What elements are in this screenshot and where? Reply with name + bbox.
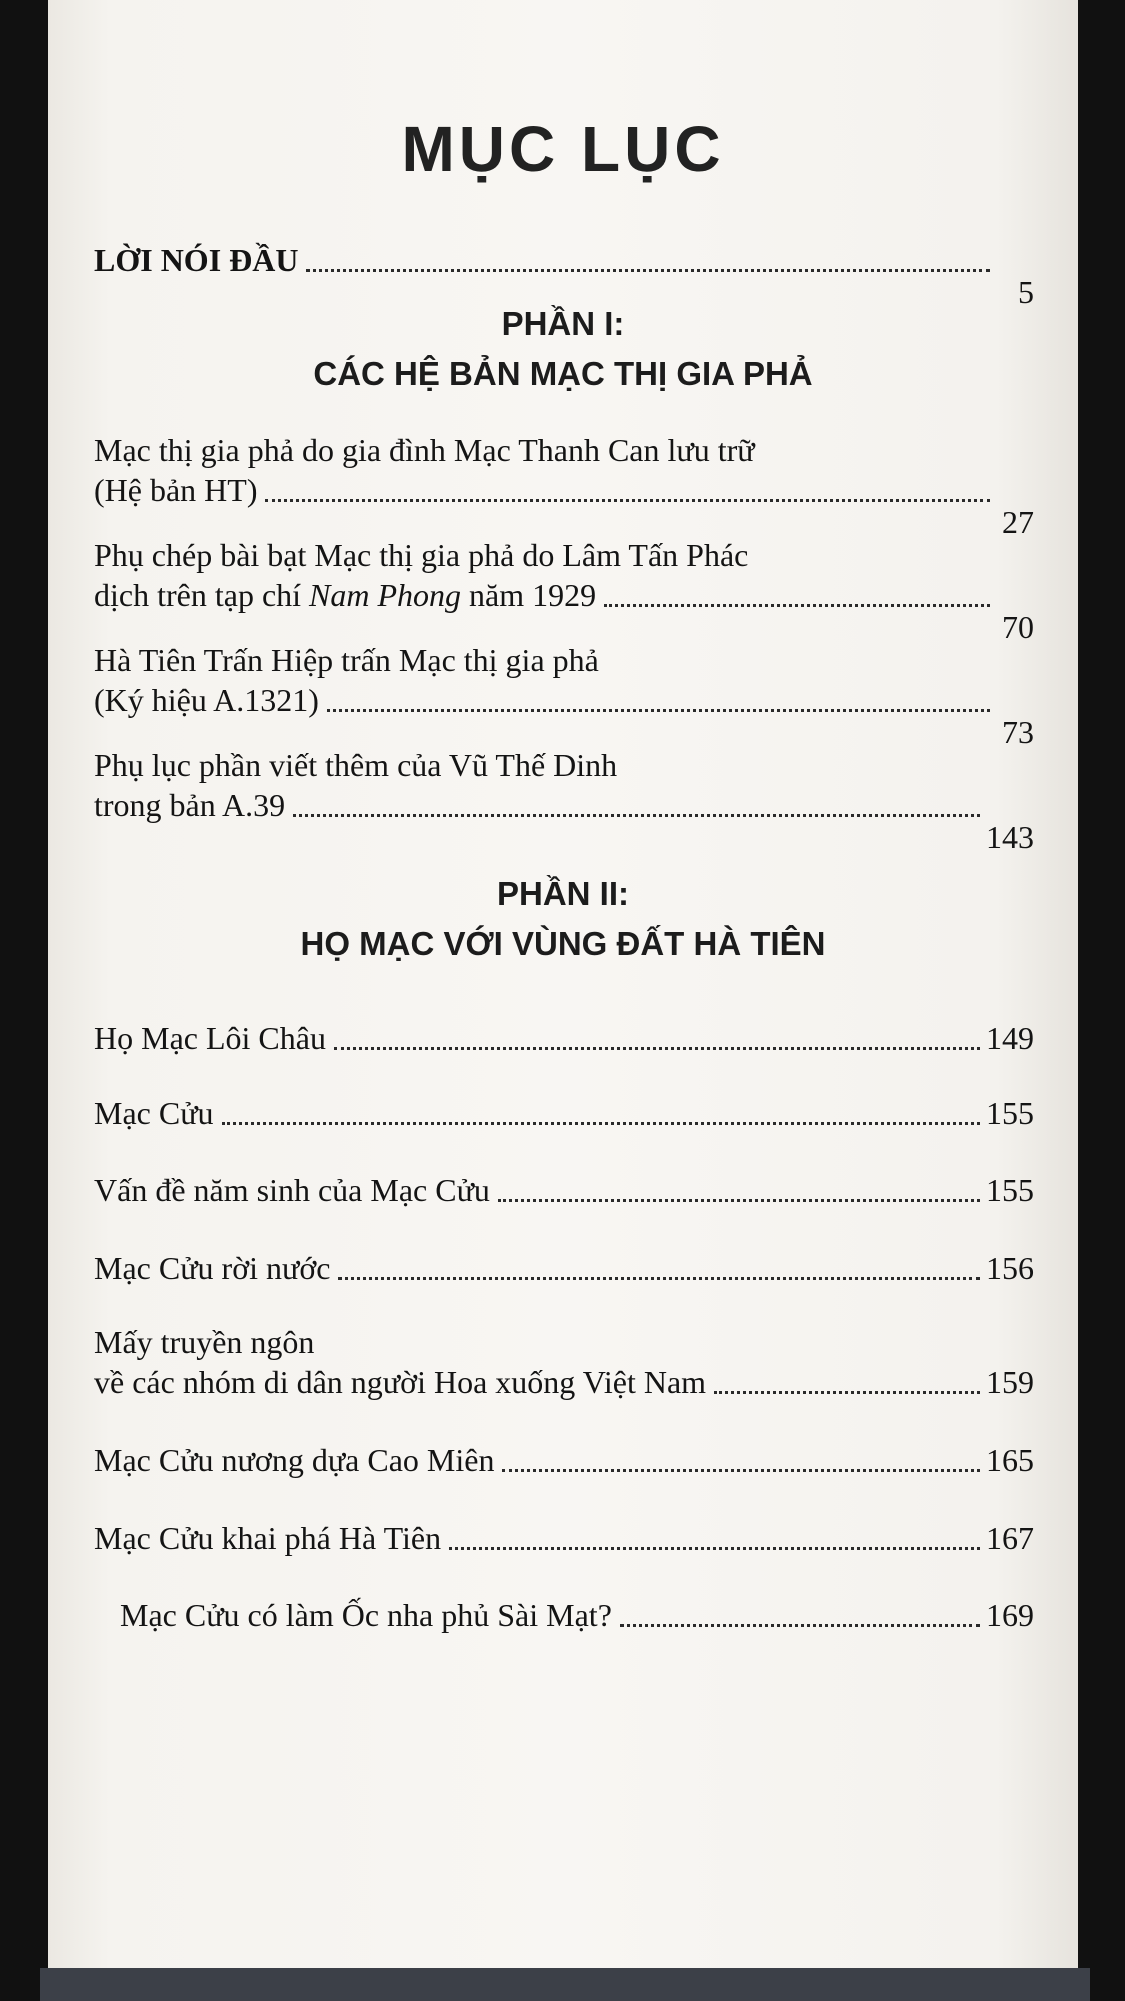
toc-entry-line: về các nhóm di dân người Hoa xuống Việt Nam — [94, 1364, 707, 1400]
leader-dots — [293, 814, 980, 817]
toc-entry-line: Hà Tiên Trấn Hiệp trấn Mạc thị gia phả — [94, 642, 599, 678]
leader-dots — [306, 269, 990, 272]
toc-entry-title: Mạc Cửu khai phá Hà Tiên — [94, 1520, 442, 1556]
part2-name: HỌ MẠC VỚI VÙNG ĐẤT HÀ TIÊN — [300, 925, 826, 962]
leader-dots — [714, 1391, 980, 1394]
leader-dots — [604, 604, 990, 607]
leader-dots — [620, 1624, 980, 1627]
toc-page-number: 167 — [986, 1520, 1034, 1556]
toc-entry-line: Phụ lục phần viết thêm của Vũ Thế Dinh — [94, 747, 618, 783]
toc-entry — [94, 640, 1034, 750]
toc-entry — [120, 1595, 1034, 1635]
leader-dots — [265, 499, 990, 502]
toc-entry-line: Mạc thị gia phả do gia đình Mạc Thanh Can lưu trữ — [94, 432, 755, 468]
toc-entry — [94, 1093, 1034, 1133]
toc-entry-title: Mạc Cửu có làm Ốc nha phủ Sài Mạt? — [120, 1597, 612, 1633]
toc-page-number: 5 — [1018, 274, 1034, 310]
toc-entry — [94, 1440, 1034, 1480]
toc-entry — [94, 1170, 1034, 1210]
toc-entry — [94, 430, 1034, 540]
leader-dots — [502, 1469, 980, 1472]
toc-page-number: 73 — [1002, 714, 1034, 750]
leader-dots — [222, 1122, 980, 1125]
toc-page-number: 143 — [986, 819, 1034, 855]
toc-entry-title: Mạc Cửu rời nước — [94, 1250, 331, 1286]
toc-entry-title: Mạc Cửu nương dựa Cao Miên — [94, 1442, 495, 1478]
toc-entry-line: (Hệ bản HT) — [94, 472, 258, 508]
toc-entry-line: (Ký hiệu A.1321) — [94, 682, 319, 718]
toc-entry-line: trong bản A.39 — [94, 787, 286, 823]
toc-page-number: 159 — [986, 1364, 1034, 1400]
toc-text: dịch trên tạp chí — [94, 577, 310, 613]
part1-name: CÁC HỆ BẢN MẠC THỊ GIA PHẢ — [313, 355, 813, 392]
page-title: MỤC LỤC — [401, 113, 725, 185]
toc-entry-loi-noi-dau — [94, 240, 1034, 310]
part1-label: PHẦN I: — [501, 305, 625, 342]
toc-entry — [94, 1518, 1034, 1558]
toc-entry — [94, 1248, 1034, 1288]
toc-text: năm 1929 — [461, 577, 597, 613]
toc-entry-line — [94, 575, 596, 615]
toc-page-number: 27 — [1002, 504, 1034, 540]
toc-entry — [94, 1322, 1034, 1402]
toc-page-number: 155 — [986, 1095, 1034, 1131]
book-page — [48, 0, 1078, 1968]
toc-page-number: 156 — [986, 1250, 1034, 1286]
journal-name: Nam Phong — [309, 577, 462, 613]
toc-page-number: 155 — [986, 1172, 1034, 1208]
toc-entry-title: Mạc Cửu — [94, 1095, 214, 1131]
toc-entry-line: Mấy truyền ngôn — [94, 1324, 315, 1360]
toc-entry — [94, 535, 1034, 645]
leader-dots — [498, 1199, 980, 1202]
toc-page-number: 70 — [1002, 609, 1034, 645]
part2-label: PHẦN II: — [497, 875, 629, 912]
toc-page-number: 169 — [986, 1597, 1034, 1633]
toc-page-number: 149 — [986, 1020, 1034, 1056]
toc-entry — [94, 1018, 1034, 1058]
toc-page-number: 165 — [986, 1442, 1034, 1478]
leader-dots — [449, 1547, 980, 1550]
toc-entry-line: Phụ chép bài bạt Mạc thị gia phả do Lâm Tấn Phác — [94, 537, 749, 573]
leader-dots — [334, 1047, 980, 1050]
toc-entry-title: Vấn đề năm sinh của Mạc Cửu — [94, 1172, 490, 1208]
background-surface — [40, 1968, 1090, 2001]
leader-dots — [327, 709, 990, 712]
toc-entry — [94, 745, 1034, 855]
leader-dots — [338, 1277, 980, 1280]
toc-entry-title: Họ Mạc Lôi Châu — [94, 1020, 326, 1056]
toc-entry-title: LỜI NÓI ĐẦU — [94, 242, 299, 278]
